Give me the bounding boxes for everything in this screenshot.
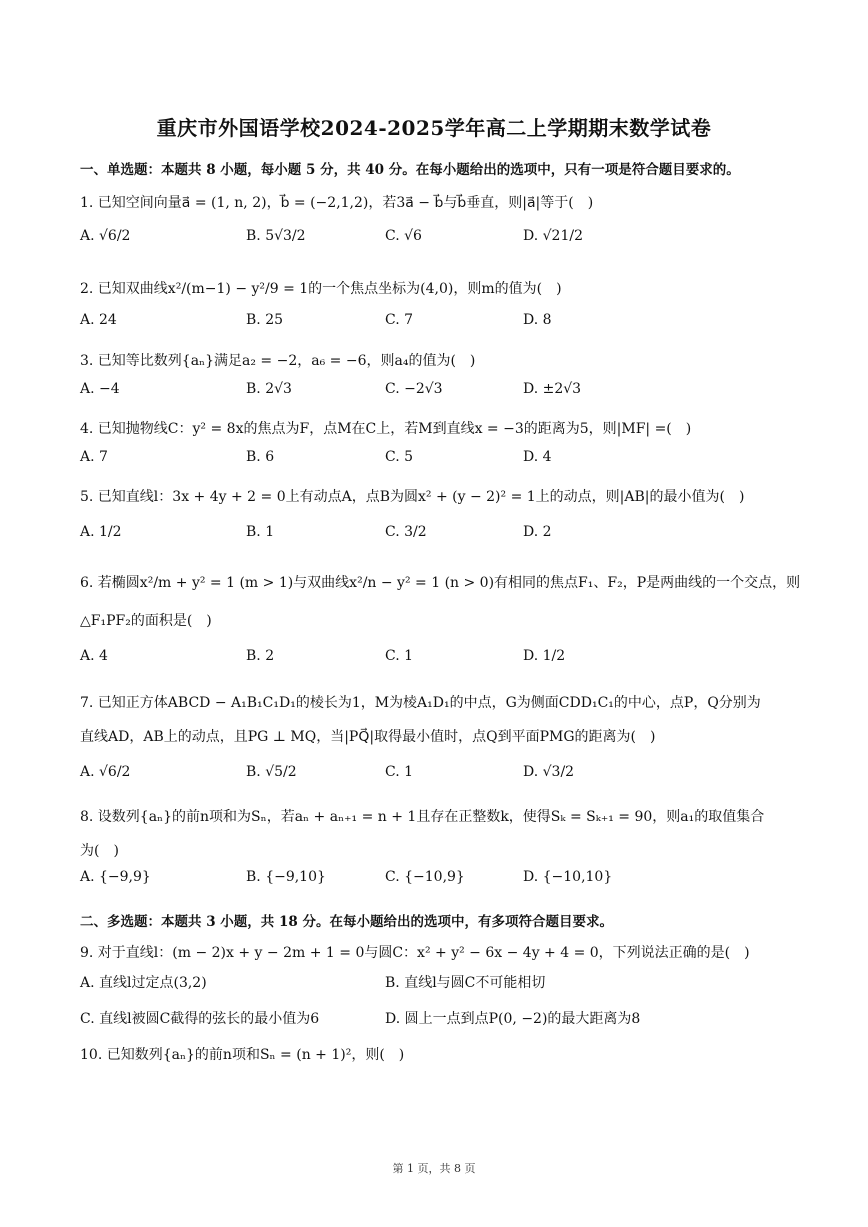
question-6	[80, 568, 801, 636]
question-9-stem: 9. 对于直线l：(m − 2)x + y − 2m + 1 = 0与圆C：x² + y² − 6x − 4y + 4 = 0，下列说法正确的是( )	[80, 945, 750, 961]
question-7-stem-line2: 直线AD，AB上的动点，且PG ⊥ MQ，当|PQ⃗|取得最小值时，点Q到平面PMG的距离为( )	[80, 729, 656, 745]
option-b[interactable]: B. 1	[246, 524, 275, 540]
option-d[interactable]: D. 圆上一点到点P(0, −2)的最大距离为8	[385, 1011, 641, 1027]
question-5-options	[80, 524, 792, 554]
question-3-stem: 3. 已知等比数列{aₙ}满足a₂ = −2，a₆ = −6，则a₄的值为( )	[80, 353, 476, 369]
option-b[interactable]: B. 2√3	[246, 381, 292, 397]
question-2-options	[80, 312, 792, 342]
question-5-stem: 5. 已知直线l：3x + 4y + 2 = 0上有动点A，点B为圆x² + (y − 2)² = 1上的动点，则|AB|的最小值为( )	[80, 489, 745, 505]
option-a[interactable]: A. √6/2	[80, 764, 131, 780]
question-8-stem-line2: 为( )	[80, 843, 119, 859]
option-a[interactable]: A. √6/2	[80, 228, 131, 244]
option-a[interactable]: A. 1/2	[80, 524, 122, 540]
option-a[interactable]: A. 4	[80, 648, 108, 664]
question-3-options	[80, 381, 792, 411]
question-8-stem: 8. 设数列{aₙ}的前n项和为Sₙ，若aₙ + aₙ₊₁ = n + 1且存在正整数k，使得Sₖ = Sₖ₊₁ = 90，则a₁的取值集合	[80, 809, 765, 825]
option-a[interactable]: A. 7	[80, 449, 108, 465]
option-c[interactable]: C. 1	[385, 764, 414, 780]
option-d[interactable]: D. √21/2	[523, 228, 583, 244]
question-4-stem: 4. 已知抛物线C：y² = 8x的焦点为F，点M在C上，若M到直线x = −3的距离为5，则|MF| =( )	[80, 421, 692, 437]
option-a[interactable]: A. −4	[80, 381, 120, 397]
question-9	[80, 938, 792, 968]
question-9-options-row2	[80, 1008, 792, 1038]
question-4-options	[80, 449, 792, 479]
option-b[interactable]: B. √5/2	[246, 764, 297, 780]
option-c[interactable]: C. 1	[385, 648, 414, 664]
question-2-stem: 2. 已知双曲线x²/(m−1) − y²/9 = 1的一个焦点坐标为(4,0)，则m的值为( )	[80, 281, 562, 297]
option-c[interactable]: C. 7	[385, 312, 414, 328]
section-single-choice-heading: 一、单选题：本题共 8 小题，每小题 5 分，共 40 分。在每小题给出的选项中，只有一项是符合题目要求的。	[80, 162, 740, 178]
question-6-options	[80, 648, 792, 678]
question-1	[80, 188, 792, 218]
question-10-stem: 10. 已知数列{aₙ}的前n项和Sₙ = (n + 1)²，则( )	[80, 1047, 405, 1063]
option-d[interactable]: D. 2	[523, 524, 552, 540]
question-8-options	[80, 869, 792, 899]
question-9-options-row1	[80, 972, 792, 1002]
question-10	[80, 1040, 792, 1070]
question-4	[80, 414, 792, 444]
question-7	[80, 688, 792, 752]
option-c[interactable]: C. 5	[385, 449, 414, 465]
option-b[interactable]: B. 25	[246, 312, 284, 328]
option-c[interactable]: C. {−10,9}	[385, 869, 465, 885]
question-2	[80, 274, 792, 304]
exam-title: 重庆市外国语学校2024-2025学年高二上学期期末数学试卷	[156, 116, 712, 140]
question-5	[80, 482, 792, 512]
question-7-options	[80, 764, 792, 794]
option-d[interactable]: D. {−10,10}	[523, 869, 613, 885]
option-c[interactable]: C. 3/2	[385, 524, 427, 540]
option-d[interactable]: D. ±2√3	[523, 381, 582, 397]
question-3	[80, 346, 792, 376]
option-b[interactable]: B. 直线l与圆C不可能相切	[385, 975, 546, 991]
option-b[interactable]: B. 2	[246, 648, 275, 664]
question-8	[80, 802, 792, 866]
option-d[interactable]: D. 8	[523, 312, 552, 328]
option-c[interactable]: C. −2√3	[385, 381, 443, 397]
question-6-stem: 6. 若椭圆x²/m + y² = 1 (m > 1)与双曲线x²/n − y² = 1 (n > 0)有相同的焦点F₁、F₂，P是两曲线的一个交点，则	[80, 575, 801, 591]
option-d[interactable]: D. √3/2	[523, 764, 575, 780]
option-b[interactable]: B. 5√3/2	[246, 228, 306, 244]
option-a[interactable]: A. 直线l过定点(3,2)	[80, 975, 207, 991]
option-d[interactable]: D. 4	[523, 449, 552, 465]
option-c[interactable]: C. 直线l被圆C截得的弦长的最小值为6	[80, 1011, 320, 1027]
question-6-stem-line2: △F₁PF₂的面积是( )	[80, 613, 212, 629]
question-1-options	[80, 228, 792, 258]
page-footer: 第 1 页，共 8 页	[392, 1162, 476, 1175]
question-1-stem: 1. 已知空间向量a⃗ = (1, n, 2)，b⃗ = (−2,1,2)，若3a⃗ − b⃗与b⃗垂直，则|a⃗|等于( )	[80, 195, 594, 211]
option-b[interactable]: B. {−9,10}	[246, 869, 326, 885]
option-a[interactable]: A. {−9,9}	[80, 869, 151, 885]
question-7-stem: 7. 已知正方体ABCD − A₁B₁C₁D₁的棱长为1，M为棱A₁D₁的中点，G为侧面CDD₁C₁的中心，点P，Q分别为	[80, 695, 761, 711]
option-a[interactable]: A. 24	[80, 312, 117, 328]
option-b[interactable]: B. 6	[246, 449, 275, 465]
option-d[interactable]: D. 1/2	[523, 648, 566, 664]
option-c[interactable]: C. √6	[385, 228, 422, 244]
section-multi-choice-heading: 二、多选题：本题共 3 小题，共 18 分。在每小题给出的选项中，有多项符合题目要求。	[80, 914, 613, 930]
